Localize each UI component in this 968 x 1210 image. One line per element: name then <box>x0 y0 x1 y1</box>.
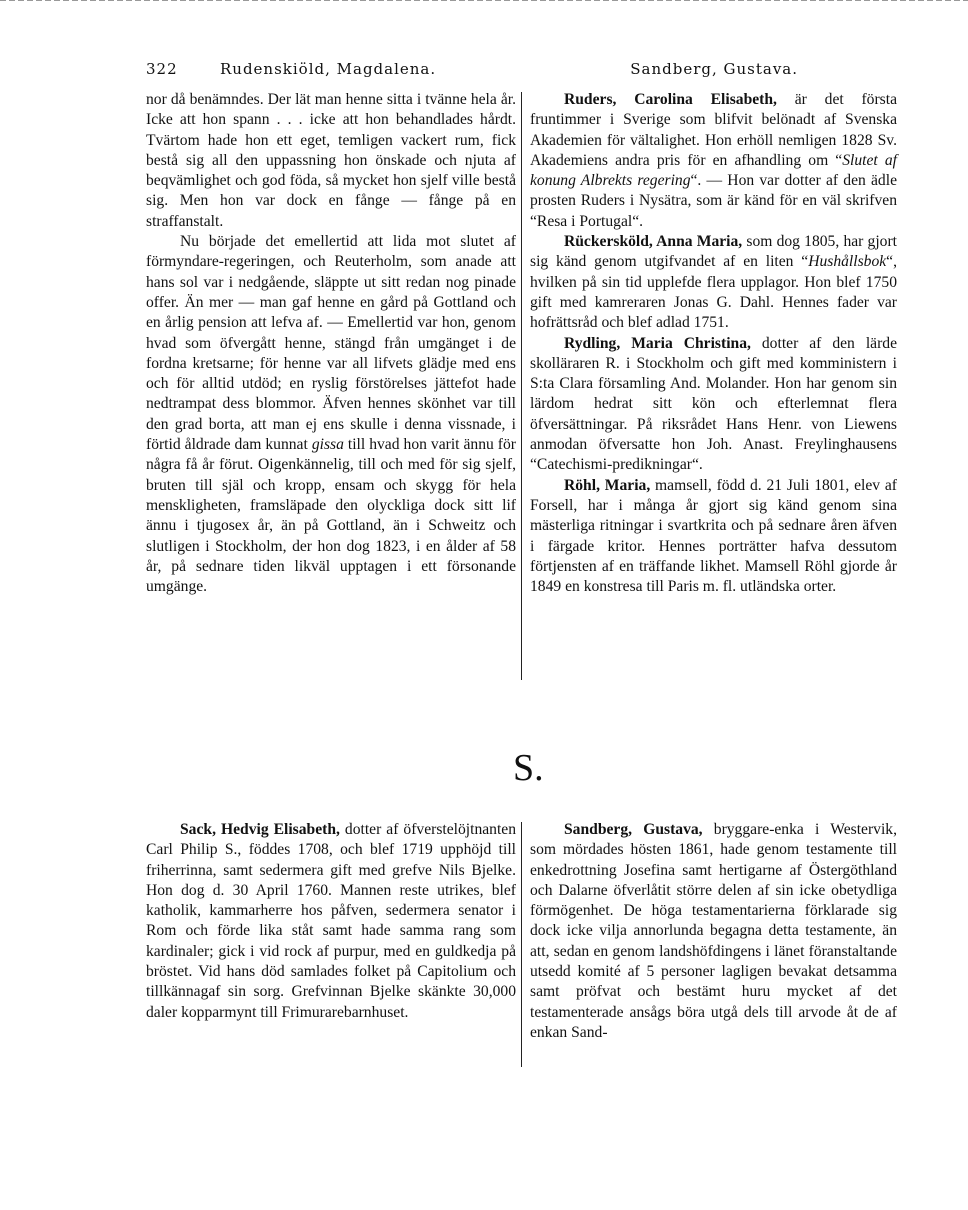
lower-left-column <box>146 820 516 1023</box>
entry-rohl: Röhl, Maria, mamsell, född d. 21 Juli 1801, elev af Forsell, har i många år gjort sig känd genom sina mästerliga ritningar i svartkrita och på sednare åren äfven i färgade kritor. Hennes porträtter hafva dessutom förtjensten af en träffande likhet. Mamsell Röhl gjorde år 1849 en konstresa till Paris m. fl. utländska orter. <box>530 476 897 596</box>
entry-ruckerskold: Rückersköld, Anna Maria, som dog 1805, har gjort sig känd genom utgifvandet af en liten “Hushållsbok“, hvilken på sin tid upplefde flera upplagor. Hon blef 1750 gift med kamreraren Jonas G. Dahl. Hennes fader var hofrättsråd och blef adlad 1751. <box>530 233 897 332</box>
paragraph: nor då benämndes. Der lät man henne sitta i tvänne hela år. Icke att hon spann . . . icke att hon behandlades hårdt. Tvärtom hade hon ett eget, temligen vackert rum, fick bestå sig all den uppassning hon önskade och njuta af beqvämlighet och god föda, så mycket hon sjelf ville bestå sig. Men hon var dock en fånge — fånge på en straffanstalt. <box>146 91 516 230</box>
running-header <box>146 60 798 84</box>
entry-sack: Sack, Hedvig Elisabeth, dotter af öfverstelöjtnanten Carl Philip S., föddes 1708, och blef 1719 upphöjd till friherrinna, samt sedermera gift med grefve Nils Bjelke. Hon dog d. 30 April 1760. Mannen reste utrikes, blef katholik, kammarherre hos påfven, sedermera senator i Rom och förde lika ståt samt hade samma rang som kardinaler; gick i vid rock af purpur, med en guldkedja på bröstet. Vid hans död samlades folket på Capitolium och tillkännagaf sin sorg. Grefvinnan Bjelke skänkte 30,000 daler kopparmynt till Frimurarebarnhuset. <box>146 821 517 1021</box>
entry-rydling: Rydling, Maria Christina, dotter af den lärde skolläraren R. i Stockholm och gift med komministern i S:ta Clara församling And. Molander. Hon har genom sin lärdom hedrat sitt kön och efterlemnat flera öfversättningar. På riksrådet Hans Henr. von Liewens anmodan öfversatte hon Joh. Anast. Freylinghausens “Catechismi-predikningar“. <box>530 334 897 474</box>
paragraph: Nu började det emellertid att lida mot slutet af förmyndare-regeringen, och Reuterholm, som anade att hans sol var i nedgående, släppte ut sitt redan nog pinade offer. Än mer — man gaf henne en gård på Gottland och en årlig pension att lefva af. — Emellertid var hon, genom hvad som öfvergått henne, stängd från umgänget i de fordna kretsarne; för henne var all lifvets glädje med ens och för alltid utdöd; en ryslig förstörelses jättefot hade nedtrampat dess blommor. Äfven hennes skönhet var till den grad borta, att man ej ens skulle i denna vissnade, i förtid åldrade dam kunnat gissa till hvad hon varit ännu för några få år förut. Oigenkännelig, till och med för sig sjelf, bruten till själ och kropp, ensam och skygg för hela menskligheten, framsläpade den olyckliga dock sitt lif ännu i tjugosex år, än på Gottland, än i Schweitz och slutligen i Stockholm, der hon dog 1823, i en ålder af 58 år, på sednare tiden likväl upptagen i ett försonande umgänge. <box>146 233 516 596</box>
header-left-title: Rudenskiöld, Magdalena. <box>220 60 437 78</box>
upper-left-column <box>146 90 516 597</box>
entry-ruders: Ruders, Carolina Elisabeth, är det första fruntimmer i Sverige som blifvit belönadt af Svenska Akademien för vältalighet. Hon erhöll nemligen 1828 Sv. Akademiens andra pris för en afhandling om “Slutet af konung Albrekts regering“. — Hon var dotter af den ädle prosten Ruders i Nysätra, som är känd för en väl skrifven “Resa i Portugal“. <box>530 91 897 230</box>
page-number: 322 <box>146 60 178 78</box>
top-dotted-rule <box>0 0 968 1</box>
header-right-title: Sandberg, Gustava. <box>630 60 798 78</box>
entry-sandberg: Sandberg, Gustava, bryggare-enka i Westervik, som mördades hösten 1861, hade genom testamente till enkedrottning Josefina samt hertigarne af Östergöthland och Dalarne öfverlåtit större delen af sin icke obetydliga förmögenhet. De höga testamentarierna förklarade sig dock icke vilja annorlunda begagna detta testamente, än att, sedan en genom landshöfdingens i länet föranstaltande utsedd komité af 5 personer lagligen bevakat detsamma samt pröfvat och bestämt huru mycket af det testamenterade ansågs böra utgå dels till arvode åt de af enkan Sand- <box>530 821 897 1041</box>
column-divider-upper <box>521 92 522 680</box>
section-letter-heading: S. <box>513 747 544 789</box>
upper-right-column <box>530 90 897 597</box>
lower-right-column <box>530 820 897 1043</box>
column-divider-lower <box>521 822 522 1067</box>
